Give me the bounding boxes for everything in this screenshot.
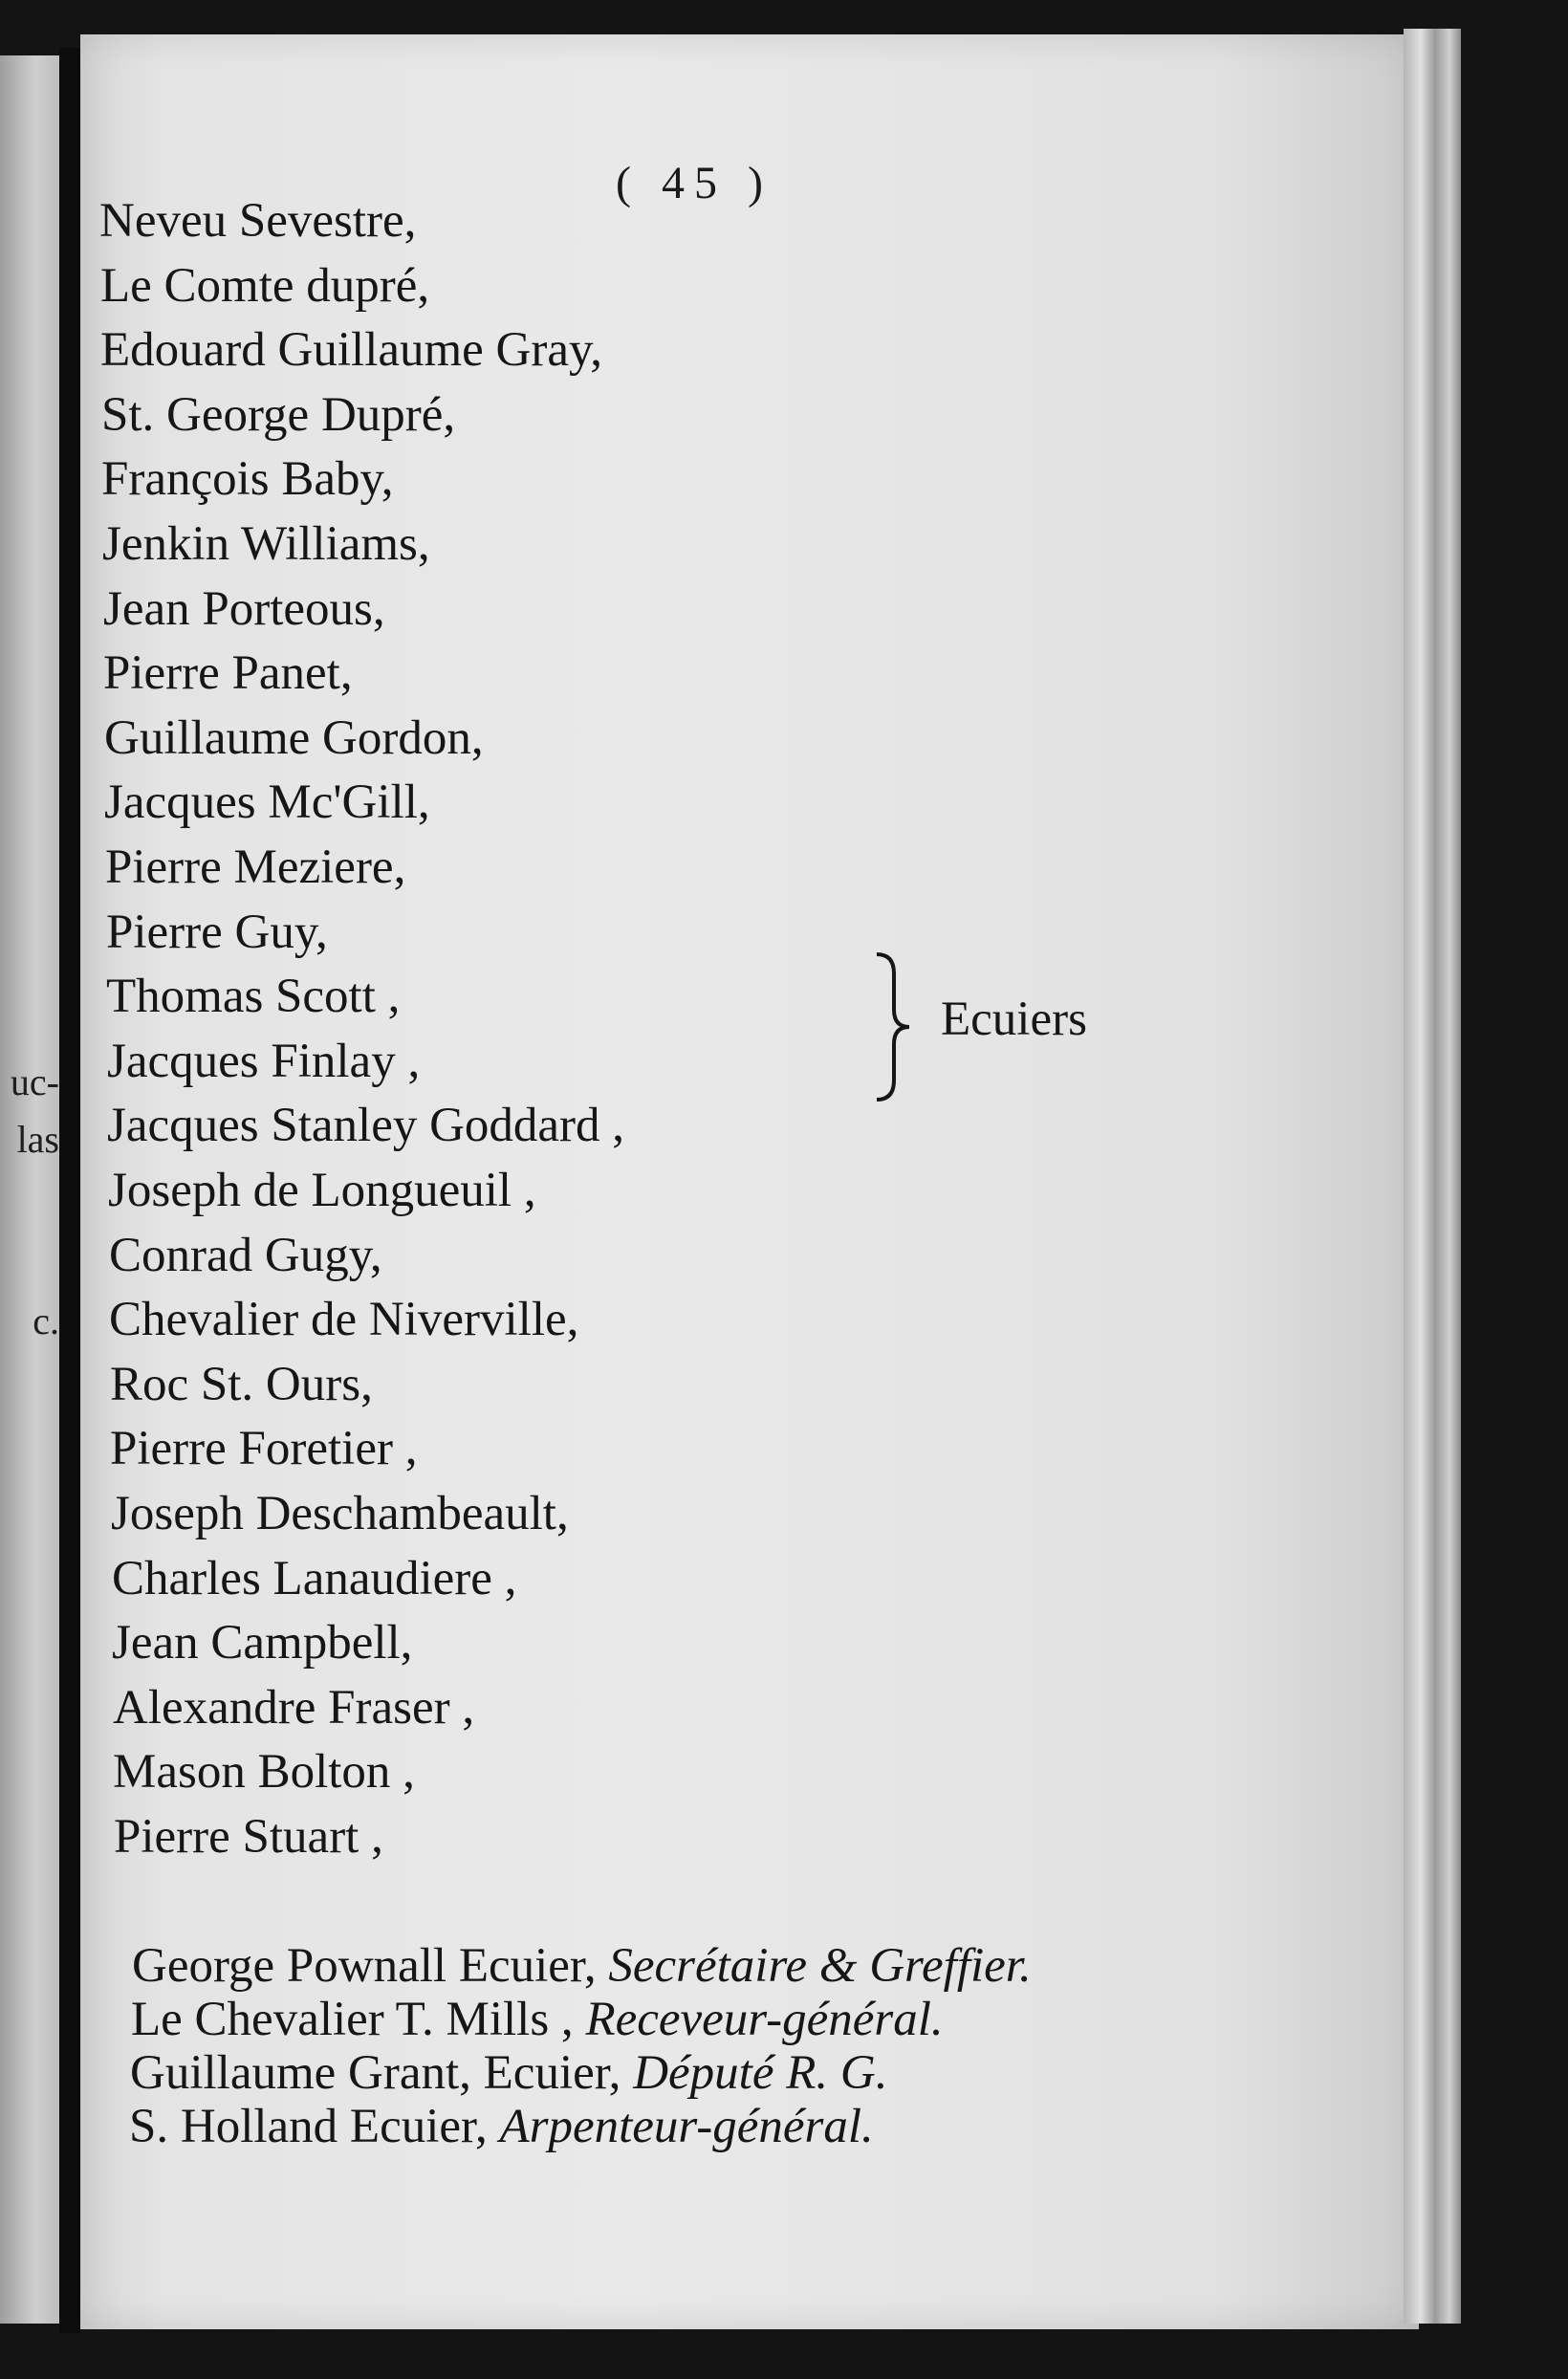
name-line: Pierre Foretier ,	[110, 1422, 418, 1475]
name-line: Conrad Gugy,	[109, 1229, 382, 1282]
officer-name: George Pownall Ecuier,	[132, 1939, 597, 1993]
name-line: St. George Dupré,	[101, 388, 456, 442]
brace-label: Ecuiers	[941, 993, 1087, 1046]
left-page-fragment: las	[16, 1118, 59, 1161]
right-page	[80, 34, 1419, 2329]
name-line: Jean Porteous,	[103, 582, 385, 636]
name-line: Chevalier de Niverville,	[109, 1293, 579, 1346]
name-line: Mason Bolton ,	[113, 1745, 415, 1799]
left-page-fragment: c.	[33, 1299, 59, 1342]
name-line: Charles Lanaudiere ,	[112, 1552, 517, 1605]
officer-name: S. Holland Ecuier,	[129, 2100, 488, 2153]
page-edge	[1404, 29, 1461, 2324]
name-line: Joseph de Longueuil ,	[108, 1164, 536, 1217]
officer-title: Receveur-général.	[585, 1993, 944, 2046]
name-line: Jenkin Williams,	[102, 517, 430, 571]
officer-title: Secrétaire & Greffier.	[608, 1939, 1032, 1993]
officer-name: Guillaume Grant, Ecuier,	[130, 2046, 621, 2100]
name-line: Le Comte dupré,	[100, 259, 430, 313]
page-number: ( 45 )	[616, 158, 773, 208]
left-page-fragment: uc-	[10, 1060, 59, 1103]
officer-line	[129, 2098, 874, 2155]
name-line: Pierre Panet,	[103, 646, 353, 700]
name-line: Jacques Mc'Gill,	[104, 775, 430, 829]
officer-title: Député R. G.	[633, 2046, 888, 2100]
name-line: François Baby,	[101, 452, 394, 506]
officer-name: Le Chevalier T. Mills ,	[131, 1993, 574, 2046]
officer-line	[130, 2044, 887, 2102]
name-line: Jacques Stanley Goddard ,	[107, 1099, 625, 1152]
left-page-edge	[0, 55, 59, 2324]
name-line: Edouard Guillaume Gray,	[100, 323, 602, 377]
name-line: Guillaume Gordon,	[104, 711, 484, 765]
name-line: Joseph Deschambeault,	[111, 1487, 569, 1540]
book-gutter	[59, 48, 80, 2333]
name-line: Neveu Sevestre,	[99, 194, 417, 248]
name-line: Pierre Meziere,	[105, 840, 406, 894]
officer-line	[132, 1937, 1032, 1995]
name-line: Thomas Scott ,	[106, 970, 401, 1023]
name-line: Jean Campbell,	[112, 1616, 413, 1670]
name-line: Jacques Finlay ,	[107, 1035, 421, 1088]
name-line: Roc St. Ours,	[110, 1358, 373, 1411]
officer-title: Arpenteur-général.	[499, 2100, 874, 2153]
officer-line	[131, 1991, 944, 2048]
name-line: Alexandre Fraser ,	[113, 1681, 475, 1735]
name-line: Pierre Stuart ,	[114, 1810, 383, 1864]
name-line: Pierre Guy,	[106, 906, 328, 959]
curly-brace-icon	[869, 950, 917, 1103]
